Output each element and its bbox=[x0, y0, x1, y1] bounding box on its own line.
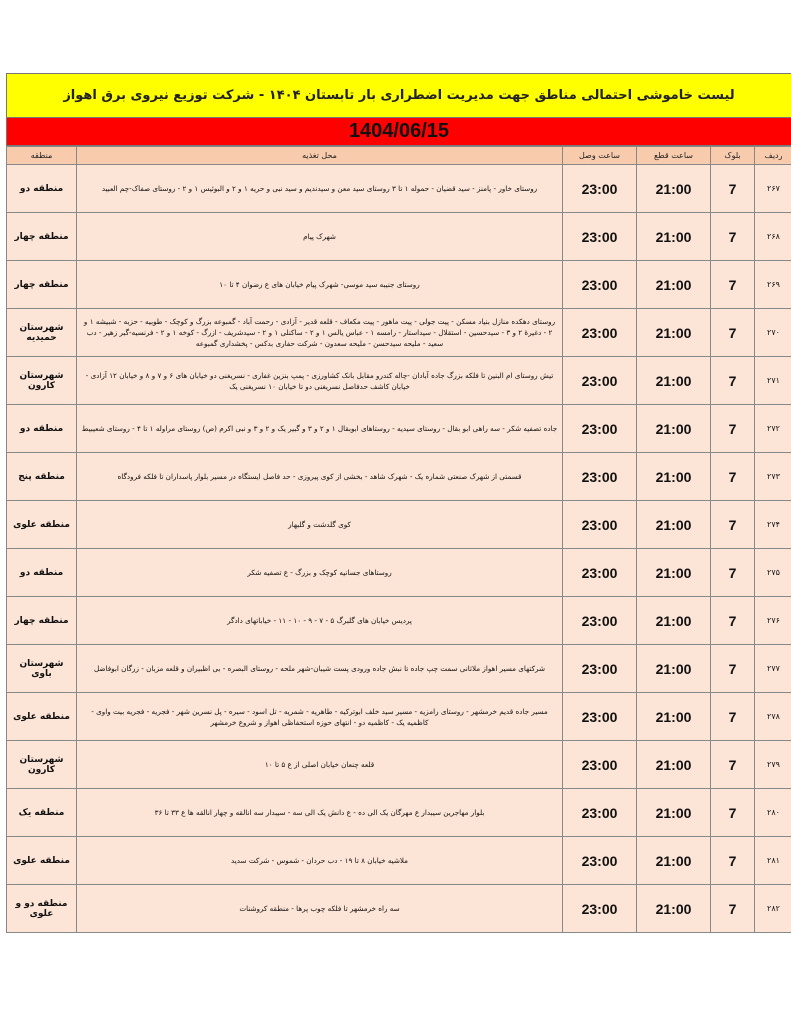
area-cell: قسمتی از شهرک صنعتی شماره یک - شهرک شاهد - بخشی از کوی پیروزی - حد فاصل ایستگاه در مسیر بلوار پاسداران تا فلکه فرودگاه bbox=[77, 453, 563, 501]
region-cell: منطقه دو bbox=[7, 549, 77, 597]
block-cell: 7 bbox=[711, 165, 755, 213]
row-number-cell: ۲۷۶ bbox=[755, 597, 791, 645]
region-cell: منطقه علوی bbox=[7, 693, 77, 741]
cut-time-cell: 21:00 bbox=[637, 837, 711, 885]
connect-time-cell: 23:00 bbox=[563, 693, 637, 741]
region-cell: منطقه دو و علوی bbox=[7, 885, 77, 933]
cut-time-cell: 21:00 bbox=[637, 597, 711, 645]
area-cell: بلوار مهاجرین سیبدار ع مهرگان یک الی ده - ع دانش یک الی سه - سیبدار سه انالقه و چهار انالقه ها ع ۳۳ تا ۳۶ bbox=[77, 789, 563, 837]
connect-time-cell: 23:00 bbox=[563, 165, 637, 213]
table-row bbox=[7, 789, 791, 837]
block-cell: 7 bbox=[711, 501, 755, 549]
cut-time-cell: 21:00 bbox=[637, 309, 711, 357]
block-cell: 7 bbox=[711, 885, 755, 933]
row-number-cell: ۲۷۵ bbox=[755, 549, 791, 597]
table-row bbox=[7, 837, 791, 885]
area-cell: روستای خاور - پامنز - سید قضیان - حموله ۱ تا ۳ روستای سید معن و سیدندیم و سید نبی و حریه ۱ و ۲ و البوئیس ۱ و ۲ - روستای صفاک-چم العبید bbox=[77, 165, 563, 213]
area-cell: سه راه خرمشهر تا فلکه چوب پرها - منطقه کروشنات bbox=[77, 885, 563, 933]
header-region: منطقه bbox=[7, 147, 77, 165]
region-cell: منطقه دو bbox=[7, 405, 77, 453]
connect-time-cell: 23:00 bbox=[563, 357, 637, 405]
row-number-cell: ۲۷۳ bbox=[755, 453, 791, 501]
connect-time-cell: 23:00 bbox=[563, 453, 637, 501]
block-cell: 7 bbox=[711, 645, 755, 693]
cut-time-cell: 21:00 bbox=[637, 405, 711, 453]
block-cell: 7 bbox=[711, 741, 755, 789]
region-cell: منطقه پنج bbox=[7, 453, 77, 501]
outage-sheet bbox=[6, 73, 791, 933]
region-cell: منطقه یک bbox=[7, 789, 77, 837]
block-cell: 7 bbox=[711, 405, 755, 453]
connect-time-cell: 23:00 bbox=[563, 885, 637, 933]
table-row bbox=[7, 693, 791, 741]
area-cell: مسیر جاده قدیم خرمشهر - روستای رامزیه - مسیر سید خلف ابوترکیه - طاهریه - شمریه - تل اسود - سیره - پل نسرین شهر - فجریه - فجریه بیت واوی - کاظمیه یک - کاظمیه دو - انتهای حوزه استحفاظی اهواز و شروع خرمشهر bbox=[77, 693, 563, 741]
region-cell: منطقه علوی bbox=[7, 501, 77, 549]
region-cell: شهرستان کارون bbox=[7, 357, 77, 405]
row-number-cell: ۲۷۸ bbox=[755, 693, 791, 741]
block-cell: 7 bbox=[711, 261, 755, 309]
table-row bbox=[7, 165, 791, 213]
region-cell: شهرستان باوی bbox=[7, 645, 77, 693]
cut-time-cell: 21:00 bbox=[637, 885, 711, 933]
block-cell: 7 bbox=[711, 789, 755, 837]
connect-time-cell: 23:00 bbox=[563, 261, 637, 309]
table-row bbox=[7, 885, 791, 933]
block-cell: 7 bbox=[711, 453, 755, 501]
table-row bbox=[7, 261, 791, 309]
area-cell: تیش روستای ام البنین تا فلکه بزرگ جاده آبادان -چاله کندرو مقابل بانک کشاورزی - پمپ بنزین غفاری - نسریغنی دو خیابان های ۶ و ۷ و ۸ و خیابان ۱۲ آزادی - خیابان کاشف حدفاصل نسریغنی دو تا خیابان ۱۰ نسریغنی یک bbox=[77, 357, 563, 405]
row-number-cell: ۲۸۰ bbox=[755, 789, 791, 837]
block-cell: 7 bbox=[711, 309, 755, 357]
area-cell: ملاشیه خیابان ۸ تا ۱۹ - دب حردان - شموس - شرکت سدید bbox=[77, 837, 563, 885]
area-cell: روستای دهکده منازل بنیاد مسکن - پیت جولی - پیت ماهور - پیت مکعاف - قلعه قدیر - آزادی - رحمت آباد - گمبوعه بزرگ و کوچک - طوبیه - حزبه - شبیشه ۱ و ۲ - دغیرۀ ۲ و ۳ - سیدحسین - استقلال - سیداستار - رامسه ۱ - عباس یالس ۱ و ۲ - ساکنلی ۱ و ۲ - سیدشریف - ازرگ - کوخه ۱ و ۲ - فرنسیه-گبر زهیر - دب سعید - ملیحه سیدحسن - ملیحه سعدون - شرکت حفاری بدکس - پخشداری گمبوعه bbox=[77, 309, 563, 357]
row-number-cell: ۲۷۷ bbox=[755, 645, 791, 693]
area-cell: پردیس خیابان های گلبرگ ۵ - ۷ - ۹ - ۱۰ - ۱۱ - خیاباتهای دادگر bbox=[77, 597, 563, 645]
table-header-row bbox=[7, 147, 791, 165]
connect-time-cell: 23:00 bbox=[563, 405, 637, 453]
row-number-cell: ۲۷۲ bbox=[755, 405, 791, 453]
table-row bbox=[7, 597, 791, 645]
cut-time-cell: 21:00 bbox=[637, 357, 711, 405]
outage-table bbox=[6, 146, 791, 933]
cut-time-cell: 21:00 bbox=[637, 645, 711, 693]
table-row bbox=[7, 357, 791, 405]
area-cell: روستای جنیبه سید موسی- شهرک پیام خیابان های ع رضوان ۴ تا ۱۰ bbox=[77, 261, 563, 309]
area-cell: شرکتهای مسیر اهواز ملاثانی سمت چپ جاده تا نبش جاده ورودی پست شیبان-شهر ملحه - روستای البصره - بی اظبیران و قلعه مزبان - زرگان ابوفاضل bbox=[77, 645, 563, 693]
header-area: محل تغذیه bbox=[77, 147, 563, 165]
region-cell: منطقه چهار bbox=[7, 261, 77, 309]
table-row bbox=[7, 213, 791, 261]
connect-time-cell: 23:00 bbox=[563, 837, 637, 885]
block-cell: 7 bbox=[711, 357, 755, 405]
cut-time-cell: 21:00 bbox=[637, 741, 711, 789]
connect-time-cell: 23:00 bbox=[563, 549, 637, 597]
cut-time-cell: 21:00 bbox=[637, 453, 711, 501]
table-row bbox=[7, 645, 791, 693]
row-number-cell: ۲۷۹ bbox=[755, 741, 791, 789]
block-cell: 7 bbox=[711, 837, 755, 885]
region-cell: منطقه چهار bbox=[7, 597, 77, 645]
cut-time-cell: 21:00 bbox=[637, 549, 711, 597]
header-block: بلوک bbox=[711, 147, 755, 165]
block-cell: 7 bbox=[711, 597, 755, 645]
block-cell: 7 bbox=[711, 549, 755, 597]
row-number-cell: ۲۷۱ bbox=[755, 357, 791, 405]
connect-time-cell: 23:00 bbox=[563, 645, 637, 693]
area-cell: روستاهای جسانیه کوچک و بزرگ - ع تصفیه شکر bbox=[77, 549, 563, 597]
page-title: لیست خاموشی احتمالی مناطق جهت مدیریت اضطراری بار تابستان ۱۴۰۴ - شرکت توزیع نیروی برق اهواز bbox=[6, 73, 791, 118]
header-row-number: ردیف bbox=[755, 147, 791, 165]
row-number-cell: ۲۷۴ bbox=[755, 501, 791, 549]
cut-time-cell: 21:00 bbox=[637, 213, 711, 261]
region-cell: منطقه دو bbox=[7, 165, 77, 213]
connect-time-cell: 23:00 bbox=[563, 309, 637, 357]
table-row bbox=[7, 549, 791, 597]
region-cell: شهرستان حمیدیه bbox=[7, 309, 77, 357]
area-cell: شهرک پیام bbox=[77, 213, 563, 261]
cut-time-cell: 21:00 bbox=[637, 501, 711, 549]
row-number-cell: ۲۶۸ bbox=[755, 213, 791, 261]
area-cell: قلعه چنعان خیابان اصلی از ع ۵ تا ۱۰ bbox=[77, 741, 563, 789]
row-number-cell: ۲۷۰ bbox=[755, 309, 791, 357]
connect-time-cell: 23:00 bbox=[563, 789, 637, 837]
region-cell: منطقه چهار bbox=[7, 213, 77, 261]
region-cell: شهرستان کارون bbox=[7, 741, 77, 789]
table-row bbox=[7, 741, 791, 789]
row-number-cell: ۲۸۱ bbox=[755, 837, 791, 885]
area-cell: جاده تصفیه شکر - سه راهی ابو بقال - روستای سیدیه - روستاهای ابوبقال ۱ و ۲ و ۳ و گبیر یک و ۲ و ۳ و نبی اکرم (ص) روستای مراوله ۱ تا ۴ - روستای شعیبیط bbox=[77, 405, 563, 453]
table-row bbox=[7, 501, 791, 549]
region-cell: منطقه علوی bbox=[7, 837, 77, 885]
cut-time-cell: 21:00 bbox=[637, 261, 711, 309]
connect-time-cell: 23:00 bbox=[563, 501, 637, 549]
cut-time-cell: 21:00 bbox=[637, 165, 711, 213]
date-banner: 1404/06/15 bbox=[6, 118, 791, 146]
block-cell: 7 bbox=[711, 213, 755, 261]
connect-time-cell: 23:00 bbox=[563, 741, 637, 789]
block-cell: 7 bbox=[711, 693, 755, 741]
header-cut-time: ساعت قطع bbox=[637, 147, 711, 165]
connect-time-cell: 23:00 bbox=[563, 597, 637, 645]
row-number-cell: ۲۶۷ bbox=[755, 165, 791, 213]
cut-time-cell: 21:00 bbox=[637, 693, 711, 741]
header-connect-time: ساعت وصل bbox=[563, 147, 637, 165]
connect-time-cell: 23:00 bbox=[563, 213, 637, 261]
table-row bbox=[7, 453, 791, 501]
table-row bbox=[7, 309, 791, 357]
row-number-cell: ۲۸۲ bbox=[755, 885, 791, 933]
row-number-cell: ۲۶۹ bbox=[755, 261, 791, 309]
table-row bbox=[7, 405, 791, 453]
cut-time-cell: 21:00 bbox=[637, 789, 711, 837]
area-cell: کوی گلدشت و گلبهار bbox=[77, 501, 563, 549]
